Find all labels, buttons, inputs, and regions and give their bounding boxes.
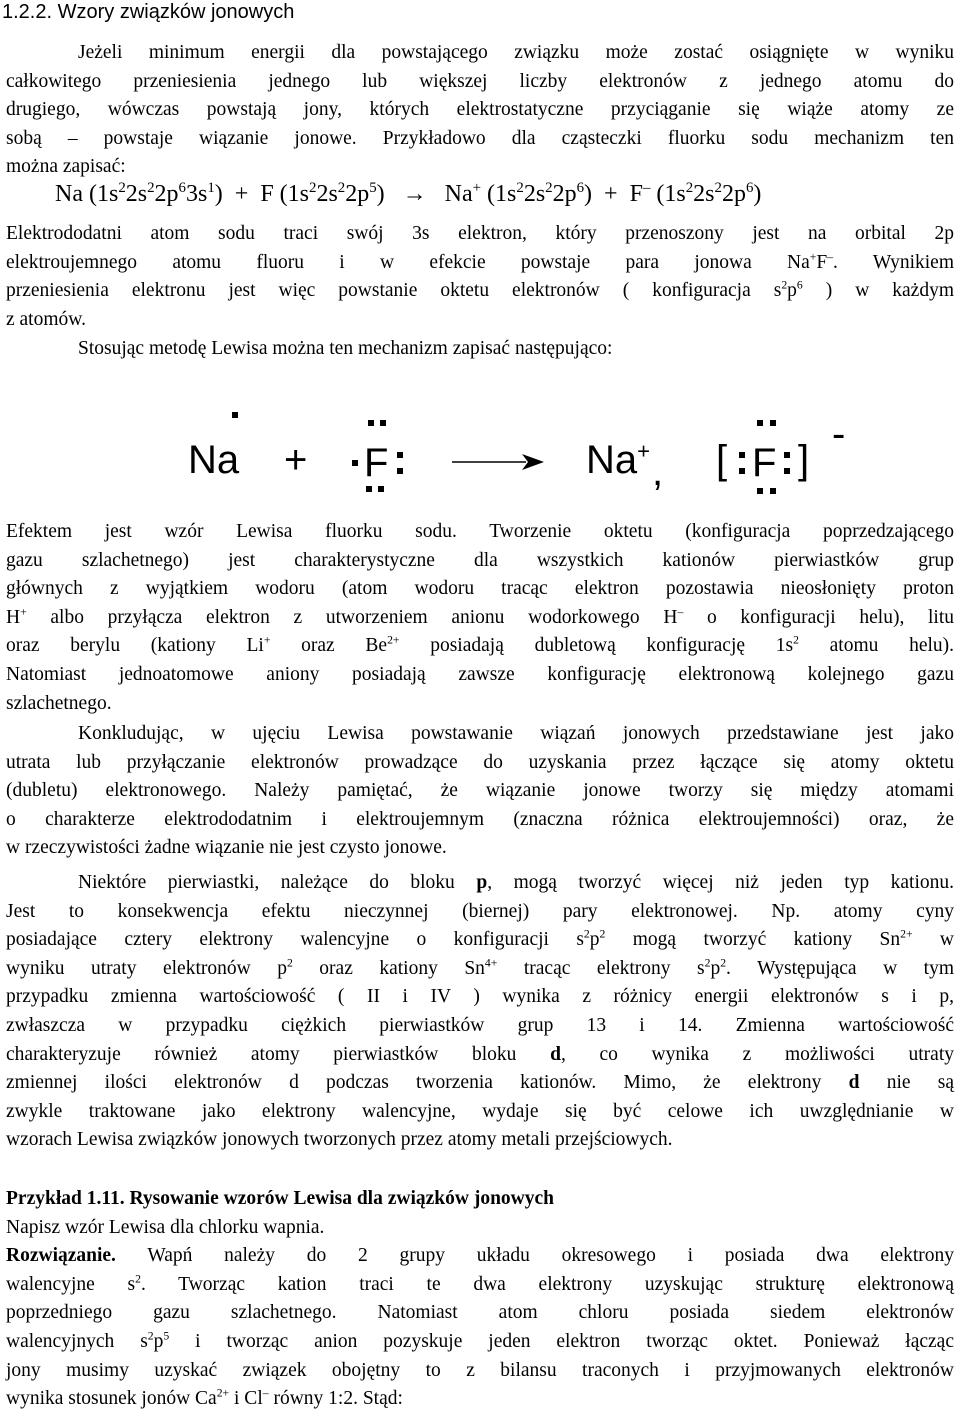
text-line: Rozwiązanie. Wapń należy do 2 grupy układu okresowego i posiada dwa elektrony [6,1245,954,1267]
lewis-electron-dot [232,412,238,418]
text-line: Elektrododatni atom sodu traci swój 3s elektron, który przenoszony jest na orbital 2p [6,223,954,244]
text-line: walencyjne $s^2$. Tworząc kation traci te dwa elektrony uzyskując strukturę elektronową [6,1272,954,1295]
lewis-na-atom: Na [188,438,240,482]
lewis-electron-dot [757,420,763,426]
section-heading: 1.2.2. Wzory związków jonowych [2,1,295,23]
lewis-intro-line: Stosując metodę Lewisa można ten mechanizm zapisać następująco: [78,338,613,359]
lewis-electron-dot [368,420,374,426]
lewis-na-ion: Na+ [586,438,650,482]
text-line: Niektóre pierwiastki, należące do bloku p, mogą tworzyć więcej niż jeden typ kationu. [78,872,954,893]
lewis-plus-sign: + [284,438,308,482]
text-line: Natomiast jednoatomowe aniony posiadają zawsze konfigurację elektronową kolejnego gazu [6,663,954,685]
text-line: Jeżeli minimum energii dla powstającego związku może zostać osiągnięte w wyniku [78,42,954,63]
text-line: poprzedniego gazu szlachetnego. Natomiast atom chloru posiada siedem elektronów [6,1302,954,1324]
lewis-electron-dot [397,468,403,474]
paragraph-explanation [6,220,954,334]
text-line: głównych z wyjątkiem wodoru (atom wodoru tracąc elektron pozostawia nieosłonięty proton [6,578,954,600]
text-line: szlachetnego. [6,692,112,714]
lewis-electron-dot [770,488,776,494]
lewis-fluoride-ion: F [752,441,777,485]
text-line: o charakterze elektrododatnim i elektroujemnym (znaczna różnica elektroujemności) oraz, że [6,808,954,830]
lewis-right-bracket: ] [798,438,810,482]
text-line: wyniku utraty elektronów $p^2$ oraz kationy $Sn^{4+}$ tracąc elektrony $s^2p^2$. Występująca w tym [6,956,954,979]
text-line: jony musimy uzyskać związek obojętny to z bilansu traconych i przyjmowanych elektronów [6,1359,954,1381]
text-line: H+ albo przyłącza elektron z utworzeniem anionu wodorkowego H– o konfiguracji helu), litu [6,605,955,628]
lewis-electron-dot [739,452,745,458]
paragraph-octet [6,518,954,718]
electron-configuration-equation: Na $(1s^22s^22p^63s^1) + F$ $(1s^22s^22p^5)$ → Na+ $(1s^22s^22p^6) + F^-$ $(1s^22s^22p^6)$ [55,180,762,207]
text-line: Jest to konsekwencja efektu nieczynnej (biernej) pary elektronowej. Np. atomy cyny [6,900,954,922]
text-line: zmiennej ilości elektronów d podczas tworzenia kationów. Mimo, że elektrony d nie są [6,1072,955,1094]
text-line: utrata lub przyłączanie elektronów prowadzące do uzyskania przez łączące się atomy oktetu [6,751,954,773]
text-line: w rzeczywistości żadne wiązanie nie jest czysto jonowe. [6,837,447,859]
lewis-electron-dot [739,468,745,474]
text-line: drugiego, wówczas powstają jony, których elektrostatyczne przyciąganie się wiąże atomy ze [6,99,954,121]
lewis-electron-dot [784,452,790,458]
lewis-electron-dot [757,488,763,494]
lewis-comma: , [652,450,664,494]
lewis-electron-dot [397,452,403,458]
example-task: Napisz wzór Lewisa dla chlorku wapnia. [6,1216,325,1238]
text-line: Konkludując, w ujęciu Lewisa powstawanie wiązań jonowych przedstawiane jest jako [78,723,954,744]
lewis-electron-dot [770,420,776,426]
lewis-electron-dot [366,486,372,492]
paragraph-inert-pair [6,869,954,1155]
text-line: można zapisać: [6,156,126,178]
text-line: charakteryzuje również atomy pierwiastków bloku d, co wynika z możliwości utraty [6,1043,954,1065]
example-block [6,1185,954,1414]
lewis-f-atom: F [364,441,389,485]
example-title: Przykład 1.11. Rysowanie wzorów Lewisa dla związków jonowych [6,1188,555,1209]
text-line: walencyjnych $s^2p^5$ i tworząc anion pozyskuje jeden elektron tworząc oktet. Ponieważ łącząc [6,1329,954,1352]
paragraph-conclusion [6,720,954,863]
text-line: gazu szlachetnego) jest charakterystyczne dla wszystkich kationów pierwiastków grup [6,549,954,571]
text-line: oraz berylu (kationy Li+ oraz $Be^{2+}$ posiadają dubletową konfigurację $1s^2$ atomu helu). [6,633,955,657]
text-line: Efektem jest wzór Lewisa fluorku sodu. Tworzenie oktetu (konfiguracja poprzedzającego [6,521,954,542]
reaction-arrow-icon: → [402,181,427,207]
text-line: zwłaszcza w przypadku ciężkich pierwiastków grup 13 i 14. Zmienna wartościowość [6,1014,954,1036]
lewis-electron-dot [378,486,384,492]
text-line: przeniesienia elektronu jest więc powstanie oktetu elektronów ( konfiguracja $s^2p^6$ ) w każdym [6,278,954,302]
text-line: wzorach Lewisa związków jonowych tworzonych przez atomy metali przejściowych. [6,1129,673,1151]
text-line: wynika stosunek jonów $Ca^{2+}$ i Cl– równy 1:2. Stąd: [6,1386,403,1410]
text-line: przypadku zmienna wartościowość ( II i IV ) wynika z różnicy energii elektronów s i p, [6,986,954,1008]
text-line: (dubletu) elektronowego. Należy pamiętać, że wiązanie jonowe tworzy się między atomami [6,780,954,802]
lewis-electron-dot [352,460,358,466]
text-line: posiadające cztery elektrony walencyjne o konfiguracji $s^2p^2$ mogą tworzyć kationy $Sn^{2+}$ w [6,927,954,951]
lewis-structure-diagram [0,400,960,510]
lewis-electron-dot [784,468,790,474]
lewis-charge-minus: - [832,412,846,456]
text-line: sobą – powstaje wiązanie jonowe. Przykładowo dla cząsteczki fluorku sodu mechanizm ten [6,127,954,149]
text-line: elektroujemnego atomu fluoru i w efekcie powstaje para jonowa Na+F–. Wynikiem [6,250,954,273]
text-line: całkowitego przeniesienia jednego lub większej liczby elektronów z jednego atomu do [6,70,954,92]
reaction-arrow-icon [452,452,544,472]
lewis-left-bracket: [ [716,438,728,482]
paragraph-intro [6,39,954,182]
text-line: z atomów. [6,308,86,330]
lewis-electron-dot [380,420,386,426]
text-line: zwykle traktowane jako elektrony walencyjne, wydaje się być celowe ich uwzględnianie w [6,1100,954,1122]
